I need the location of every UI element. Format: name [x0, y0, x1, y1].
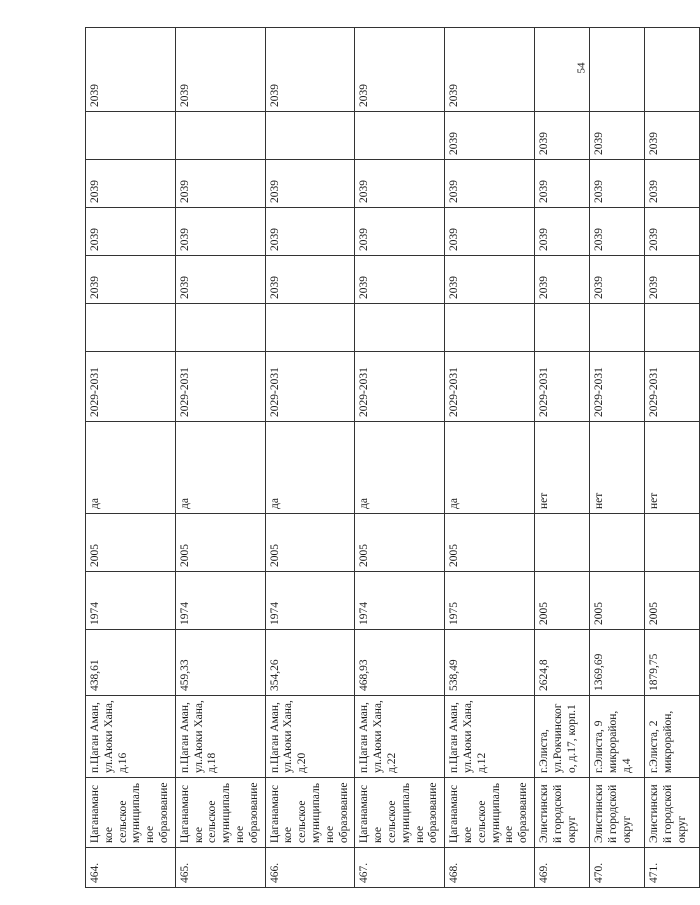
table-row — [644, 28, 699, 888]
page-number: 54 — [575, 62, 588, 74]
municipality-cell: Цаганаманское сельское муниципальное образование — [445, 778, 535, 848]
municipality-cell: Цаганаманское сельское муниципальное образование — [265, 778, 355, 848]
municipality-cell: Элистинский городской округ — [589, 778, 644, 848]
year-cell: 2039 — [355, 256, 445, 304]
row-number: 470. — [589, 848, 644, 888]
table-row — [86, 28, 176, 888]
year-cell — [175, 304, 265, 352]
area-cell: 1879,75 — [644, 630, 699, 696]
period-cell: 2029-2031 — [589, 352, 644, 422]
year-cell — [534, 304, 589, 352]
year-built-cell: 2005 — [644, 572, 699, 630]
period-cell: 2029-2031 — [534, 352, 589, 422]
flag-cell: да — [265, 422, 355, 514]
period-cell: 2029-2031 — [644, 352, 699, 422]
municipality-cell: Элистинский городской округ — [644, 778, 699, 848]
year-built-cell: 2005 — [589, 572, 644, 630]
municipality-cell: Цаганаманское сельское муниципальное образование — [355, 778, 445, 848]
year-cell: 2039 — [445, 112, 535, 160]
row-number: 471. — [644, 848, 699, 888]
year-cell: 2039 — [534, 256, 589, 304]
year-cell: 2039 — [534, 208, 589, 256]
period-cell: 2029-2031 — [175, 352, 265, 422]
year-cell: 2039 — [589, 256, 644, 304]
year-cell: 2039 — [644, 256, 699, 304]
year-cell: 2039 — [86, 208, 176, 256]
year-cell: 2039 — [355, 160, 445, 208]
year-cell: 2039 — [445, 28, 535, 112]
year-cell: 2039 — [355, 28, 445, 112]
year-cell: 2039 — [445, 160, 535, 208]
address-cell: г.Элиста, 9 микрорайон, д.4 — [589, 696, 644, 778]
year-cell: 2039 — [644, 160, 699, 208]
year-built-cell: 1974 — [265, 572, 355, 630]
year-cell — [445, 304, 535, 352]
year-built-cell: 1975 — [445, 572, 535, 630]
year-built-cell: 1974 — [175, 572, 265, 630]
period-cell: 2029-2031 — [445, 352, 535, 422]
address-cell: п.Цаган Аман, ул.Аюки Хана, д.20 — [265, 696, 355, 778]
flag-cell: да — [175, 422, 265, 514]
table-row — [445, 28, 535, 888]
year-cell: 2039 — [445, 208, 535, 256]
year-built-cell: 2005 — [534, 572, 589, 630]
year-cell — [534, 514, 589, 572]
year-cell: 2039 — [534, 160, 589, 208]
flag-cell: да — [86, 422, 176, 514]
address-cell: п.Цаган Аман, ул.Аюки Хана, д.16 — [86, 696, 176, 778]
table-row — [265, 28, 355, 888]
table-row — [534, 28, 589, 888]
year-cell: 2039 — [445, 256, 535, 304]
address-cell: г.Элиста, 2 микрорайон, — [644, 696, 699, 778]
year-cell — [589, 304, 644, 352]
year-cell: 2039 — [355, 208, 445, 256]
period-cell: 2029-2031 — [355, 352, 445, 422]
row-number: 469. — [534, 848, 589, 888]
year-cell: 2039 — [644, 208, 699, 256]
year-cell: 2005 — [445, 514, 535, 572]
year-cell: 2039 — [589, 208, 644, 256]
address-cell: г.Элиста, ул.Рокчинского, д.17, корп.1 — [534, 696, 589, 778]
year-cell: 2039 — [175, 256, 265, 304]
year-cell: 2039 — [589, 160, 644, 208]
year-cell: 2039 — [175, 208, 265, 256]
row-number: 464. — [86, 848, 176, 888]
year-cell — [589, 28, 644, 112]
table-row — [355, 28, 445, 888]
address-cell: п.Цаган Аман, ул.Аюки Хана, д.12 — [445, 696, 535, 778]
area-cell: 538,49 — [445, 630, 535, 696]
year-cell: 2005 — [86, 514, 176, 572]
year-built-cell: 1974 — [355, 572, 445, 630]
year-built-cell: 1974 — [86, 572, 176, 630]
housing-register-table — [85, 27, 700, 888]
year-cell: 2039 — [265, 208, 355, 256]
year-cell: 2039 — [534, 112, 589, 160]
year-cell: 2005 — [265, 514, 355, 572]
municipality-cell: Элистинский городской округ — [534, 778, 589, 848]
table-row — [175, 28, 265, 888]
row-number: 467. — [355, 848, 445, 888]
area-cell: 2624,8 — [534, 630, 589, 696]
year-cell: 2039 — [265, 28, 355, 112]
address-cell: п.Цаган Аман, ул.Аюки Хана, д.18 — [175, 696, 265, 778]
year-cell: 2039 — [644, 112, 699, 160]
area-cell: 1369,69 — [589, 630, 644, 696]
period-cell: 2029-2031 — [86, 352, 176, 422]
year-cell — [589, 514, 644, 572]
municipality-cell: Цаганаманское сельское муниципальное образование — [86, 778, 176, 848]
year-cell — [644, 28, 699, 112]
municipality-cell: Цаганаманское сельское муниципальное образование — [175, 778, 265, 848]
year-cell: 2039 — [86, 256, 176, 304]
year-cell — [175, 112, 265, 160]
year-cell: 2005 — [175, 514, 265, 572]
flag-cell: нет — [589, 422, 644, 514]
year-cell: 2039 — [265, 160, 355, 208]
year-cell — [86, 304, 176, 352]
flag-cell: да — [445, 422, 535, 514]
year-cell — [644, 304, 699, 352]
row-number: 466. — [265, 848, 355, 888]
table-row — [589, 28, 644, 888]
flag-cell: да — [355, 422, 445, 514]
rotated-page-content — [85, 28, 688, 888]
year-cell: 2005 — [355, 514, 445, 572]
flag-cell: нет — [644, 422, 699, 514]
year-cell — [265, 112, 355, 160]
year-cell: 2039 — [86, 160, 176, 208]
year-cell — [265, 304, 355, 352]
address-cell: п.Цаган Аман, ул.Аюки Хана, д.22 — [355, 696, 445, 778]
area-cell: 354,26 — [265, 630, 355, 696]
period-cell: 2029-2031 — [265, 352, 355, 422]
row-number: 465. — [175, 848, 265, 888]
year-cell: 2039 — [589, 112, 644, 160]
row-number: 468. — [445, 848, 535, 888]
area-cell: 459,33 — [175, 630, 265, 696]
year-cell — [355, 304, 445, 352]
year-cell — [86, 112, 176, 160]
year-cell — [355, 112, 445, 160]
year-cell: 2039 — [86, 28, 176, 112]
year-cell: 2039 — [175, 160, 265, 208]
year-cell — [644, 514, 699, 572]
flag-cell: нет — [534, 422, 589, 514]
area-cell: 468,93 — [355, 630, 445, 696]
year-cell: 2039 — [265, 256, 355, 304]
year-cell: 2039 — [175, 28, 265, 112]
area-cell: 438,61 — [86, 630, 176, 696]
